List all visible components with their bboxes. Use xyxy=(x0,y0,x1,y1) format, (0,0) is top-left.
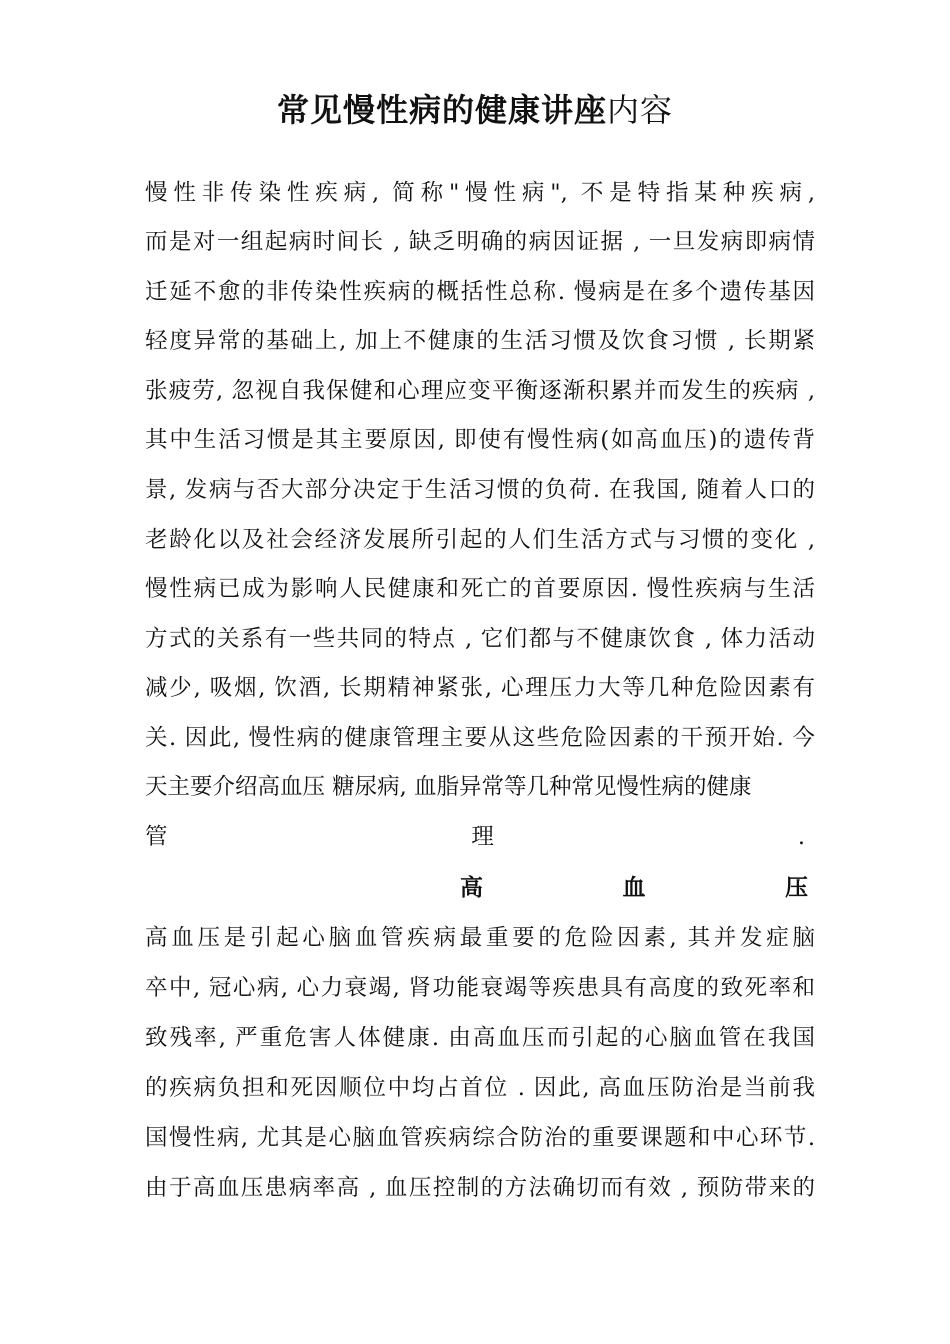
section-line: 国慢性病, 尤其是心脑血管疾病综合防治的重要课题和中心环节. xyxy=(145,1125,815,1151)
intro-line: 轻度异常的基础上, 加上不健康的生活习惯及饮食习惯 , 长期紧 xyxy=(145,328,815,354)
intro-line: 景, 发病与否大部分决定于生活习惯的负荷. 在我国, 随着人口的 xyxy=(145,477,815,503)
title-bold-part: 常见慢性病的健康讲座 xyxy=(276,91,607,129)
intro-line: 慢性病已成为影响人民健康和死亡的首要原因. 慢性疾病与生活 xyxy=(145,576,815,602)
intro-line: 关. 因此, 慢性病的健康管理主要从这些危险因素的干预开始. 今 xyxy=(145,725,815,751)
intro-line: 慢性非传染性疾病, 简称"慢性病", 不是特指某种疾病, xyxy=(145,180,815,206)
section-line: 致残率, 严重危害人体健康. 由高血压而引起的心脑血管在我国 xyxy=(145,1025,815,1051)
intro-line: 管 理 . xyxy=(145,824,805,850)
section-line: 由于高血压患病率高 , 血压控制的方法确切而有效 , 预防带来的 xyxy=(145,1175,815,1201)
section-heading: 高 血 压 xyxy=(460,874,810,901)
section-line: 卒中, 冠心病, 心力衰竭, 肾功能衰竭等疾患具有高度的致死率和 xyxy=(145,975,815,1001)
intro-line: 张疲劳, 忽视自我保健和心理应变平衡逐渐积累并而发生的疾病 , xyxy=(145,378,815,404)
intro-line: 其中生活习惯是其主要原因, 即使有慢性病(如高血压)的遗传背 xyxy=(145,427,815,453)
intro-line: 天主要介绍高血压 糖尿病, 血脂异常等几种常见慢性病的健康 xyxy=(145,774,752,800)
document-title xyxy=(0,88,950,132)
intro-line: 减少, 吸烟, 饮酒, 长期精神紧张, 心理压力大等几种危险因素有 xyxy=(145,675,815,701)
intro-line: 方式的关系有一些共同的特点 , 它们都与不健康饮食 , 体力活动 xyxy=(145,626,815,652)
intro-line: 老龄化以及社会经济发展所引起的人们生活方式与习惯的变化 , xyxy=(145,527,815,553)
intro-line: 而是对一组起病时间长 , 缺乏明确的病因证据 , 一旦发病即病情 xyxy=(145,229,815,255)
section-line: 高血压是引起心脑血管疾病最重要的危险因素, 其并发症脑 xyxy=(145,925,815,951)
section-line: 的疾病负担和死因顺位中均占首位 . 因此, 高血压防治是当前我 xyxy=(145,1075,815,1101)
intro-line: 迁延不愈的非传染性疾病的概括性总称. 慢病是在多个遗传基因 xyxy=(145,279,815,305)
title-normal-part: 内容 xyxy=(607,91,674,129)
